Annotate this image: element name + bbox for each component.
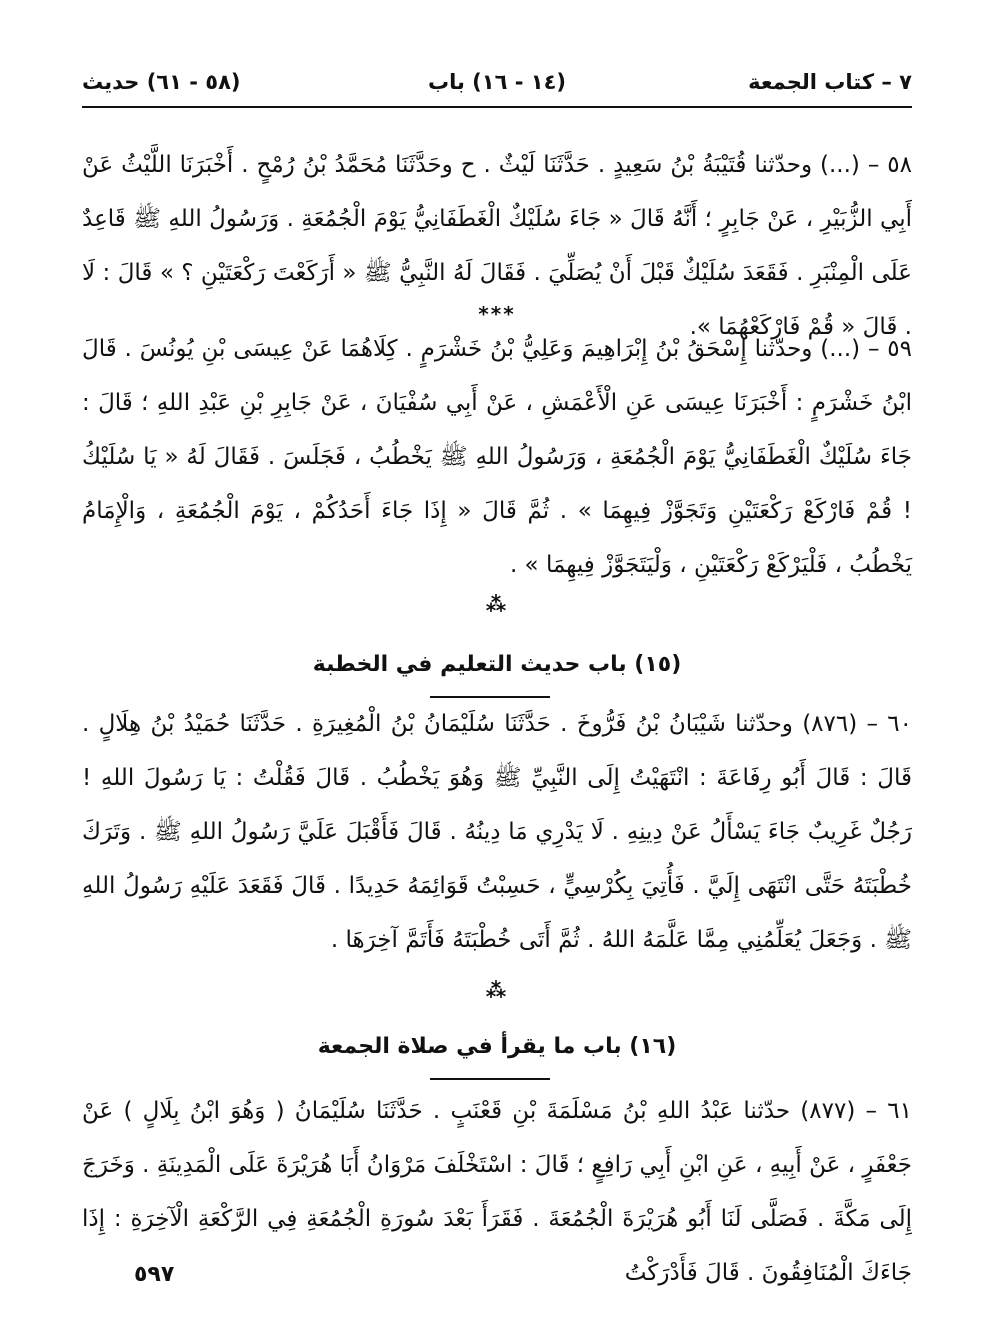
hadith-61: ٦١ – (٨٧٧) حدّثنا عَبْدُ اللهِ بْنُ مَسْلَمَةَ بْنِ قَعْنَبٍ . حَدَّثَنَا سُلَيْمَانُ ( وَهُوَ ابْنُ بِلَالٍ ) عَنْ جَعْفَرٍ ، عَنْ أَبِيهِ ، عَنِ ابْنِ أَبِي رَافِعٍ ؛ قَالَ : اسْتَخْلَفَ مَرْوَانُ أَبَا هُرَيْرَةَ عَلَى الْمَدِينَةِ . وَخَرَجَ إِلَى مَكَّةَ . فَصَلَّى لَنَا أَبُو هُرَيْرَةَ الْجُمُعَةَ . فَقَرَأَ بَعْدَ سُورَةِ الْجُمُعَةِ فِي الرَّكْعَةِ الْآخِرَةِ : إِذَا جَاءَكَ الْمُنَافِقُونَ . قَالَ فَأَدْرَكْتُ	[82, 1098, 912, 1286]
chapter-heading-16: (١٦) باب ما يقرأ في صلاة الجمعة	[317, 1034, 677, 1059]
hadith-60: ٦٠ – (٨٧٦) وحدّثنا شَيْبَانُ بْنُ فَرُّوخَ . حَدَّثَنَا سُلَيْمَانُ بْنُ الْمُغِيرَةِ . حَدَّثَنَا حُمَيْدُ بْنُ هِلَالٍ . قَالَ : قَالَ أَبُو رِفَاعَةَ : انْتَهَيْتُ إِلَى النَّبِيِّ ﷺ وَهُوَ يَخْطُبُ . قَالَ فَقُلْتُ : يَا رَسُولَ اللهِ ! رَجُلٌ غَرِيبٌ جَاءَ يَسْأَلُ عَنْ دِينِهِ . لَا يَدْرِي مَا دِينُهُ . قَالَ فَأَقْبَلَ عَلَيَّ رَسُولُ اللهِ ﷺ . وَتَرَكَ خُطْبَتَهُ حَتَّى انْتَهَى إِلَيَّ . فَأُتِيَ بِكُرْسِيٍّ ، حَسِبْتُ قَوَائِمَهُ حَدِيدًا . قَالَ فَقَعَدَ عَلَيْهِ رَسُولُ اللهِ ﷺ . وَجَعَلَ يُعَلِّمُنِي مِمَّا عَلَّمَهُ اللهُ . ثُمَّ أَتَى خُطْبَتَهُ فَأَتَمَّ آخِرَهَا .	[82, 711, 912, 953]
chapter-rule	[430, 1078, 550, 1080]
separator-stars: ***	[478, 302, 516, 326]
separator-asterism: ⁂	[485, 978, 509, 1002]
header-rule	[82, 106, 912, 108]
hadith-range: (٥٨ - ٦١) حديث	[82, 70, 241, 94]
separator-asterism: ⁂	[485, 592, 509, 616]
page-number: ٥٩٧	[134, 1262, 175, 1287]
chapter-range: (١٤ - ١٦) باب	[427, 70, 567, 94]
hadith-59: ٥٩ – (...) وحدّثنا إِسْحَقُ بْنُ إِبْرَاهِيمَ وَعَلِيُّ بْنُ خَشْرَمٍ . كِلَاهُمَا عَنْ عِيسَى بْنِ يُونُسَ . قَالَ ابْنُ خَشْرَمٍ : أَخْبَرَنَا عِيسَى عَنِ الْأَعْمَشِ ، عَنْ أَبِي سُفْيَانَ ، عَنْ جَابِرِ بْنِ عَبْدِ اللهِ ؛ قَالَ : جَاءَ سُلَيْكٌ الْغَطَفَانِيُّ يَوْمَ الْجُمُعَةِ ، وَرَسُولُ اللهِ ﷺ يَخْطُبُ ، فَجَلَسَ . فَقَالَ لَهُ « يَا سُلَيْكُ ! قُمْ فَارْكَعْ رَكْعَتَيْنِ وَتَجَوَّزْ فِيهِمَا » . ثُمَّ قَالَ « إِذَا جَاءَ أَحَدُكُمْ ، يَوْمَ الْجُمُعَةِ ، وَالْإِمَامُ يَخْطُبُ ، فَلْيَرْكَعْ رَكْعَتَيْنِ ، وَلْيَتَجَوَّزْ فِيهِمَا » .	[82, 336, 912, 578]
book-title: ٧ – كتاب الجمعة	[748, 70, 912, 94]
chapter-heading-15: (١٥) باب حديث التعليم في الخطبة	[312, 652, 682, 677]
hadith-58: ٥٨ – (...) وحدّثنا قُتَيْبَةُ بْنُ سَعِيدٍ . حَدَّثَنَا لَيْثٌ . ح وحَدَّثَنَا مُحَمَّدُ بْنُ رُمْحٍ . أَخْبَرَنَا اللَّيْثُ عَنْ أَبِي الزُّبَيْرِ ، عَنْ جَابِرٍ ؛ أَنَّهُ قَالَ « جَاءَ سُلَيْكٌ الْغَطَفَانِيُّ يَوْمَ الْجُمُعَةِ . وَرَسُولُ اللهِ ﷺ قَاعِدٌ عَلَى الْمِنْبَرِ . فَقَعَدَ سُلَيْكٌ قَبْلَ أَنْ يُصَلِّيَ . فَقَالَ لَهُ النَّبِيُّ ﷺ « أَرَكَعْتَ رَكْعَتَيْنِ ؟ » قَالَ : لَا . قَالَ « قُمْ فَارْكَعْهُمَا ».	[82, 152, 912, 340]
running-header	[82, 62, 912, 102]
